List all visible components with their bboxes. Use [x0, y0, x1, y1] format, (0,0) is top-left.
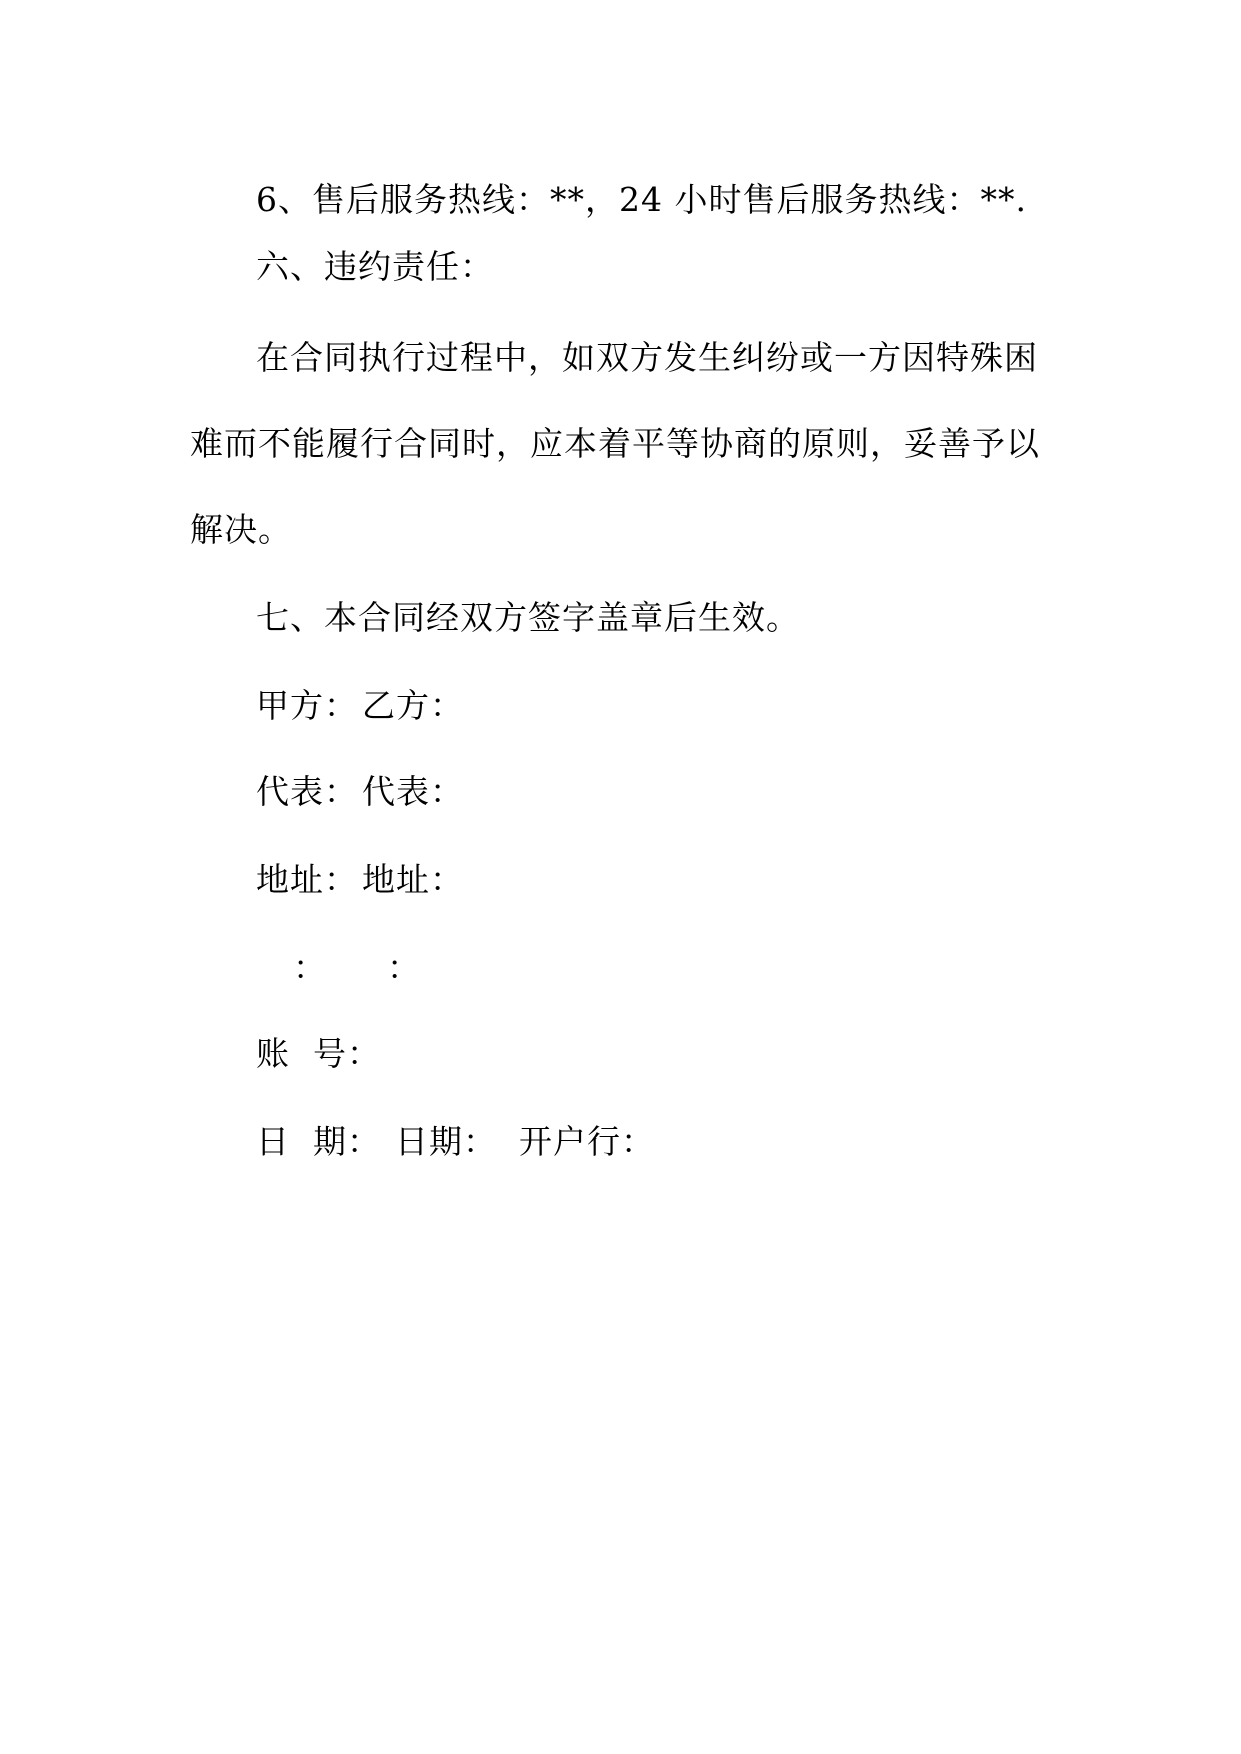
- addr-a-label: 地址：: [256, 860, 358, 899]
- liability-paragraph-line-3: 解决。: [190, 510, 292, 549]
- bank-label: 开户行：: [518, 1122, 655, 1161]
- date-b-label: 日期：: [394, 1122, 497, 1161]
- party-a-label: 甲方：: [256, 686, 358, 725]
- representative-row: [256, 772, 464, 812]
- liability-paragraph-line-2: 难而不能履行合同时，应本着平等协商的原则，妥善予以: [190, 424, 1040, 463]
- colon-b: ：: [387, 948, 421, 987]
- party-row: [256, 686, 464, 726]
- party-b-label: 乙方：: [362, 686, 464, 725]
- account-label: 账 号：: [256, 1034, 381, 1073]
- section-6-title: 六、违约责任：: [256, 247, 494, 286]
- clause-6-hotline: 6、售后服务热线：**，24 小时售后服务热线：**.: [256, 180, 1027, 219]
- rep-a-label: 代表：: [256, 772, 358, 811]
- colon-row: [293, 948, 421, 988]
- date-bank-row: [256, 1122, 655, 1162]
- addr-b-label: 地址：: [362, 860, 464, 899]
- section-7-effective: 七、本合同经双方签字盖章后生效。: [256, 598, 800, 637]
- address-row: [256, 860, 464, 900]
- date-a-label: 日 期：: [256, 1122, 381, 1161]
- rep-b-label: 代表：: [362, 772, 464, 811]
- colon-a: ：: [293, 948, 327, 987]
- account-row: [256, 1034, 381, 1074]
- liability-paragraph-line-1: 在合同执行过程中，如双方发生纠纷或一方因特殊困: [256, 338, 1038, 377]
